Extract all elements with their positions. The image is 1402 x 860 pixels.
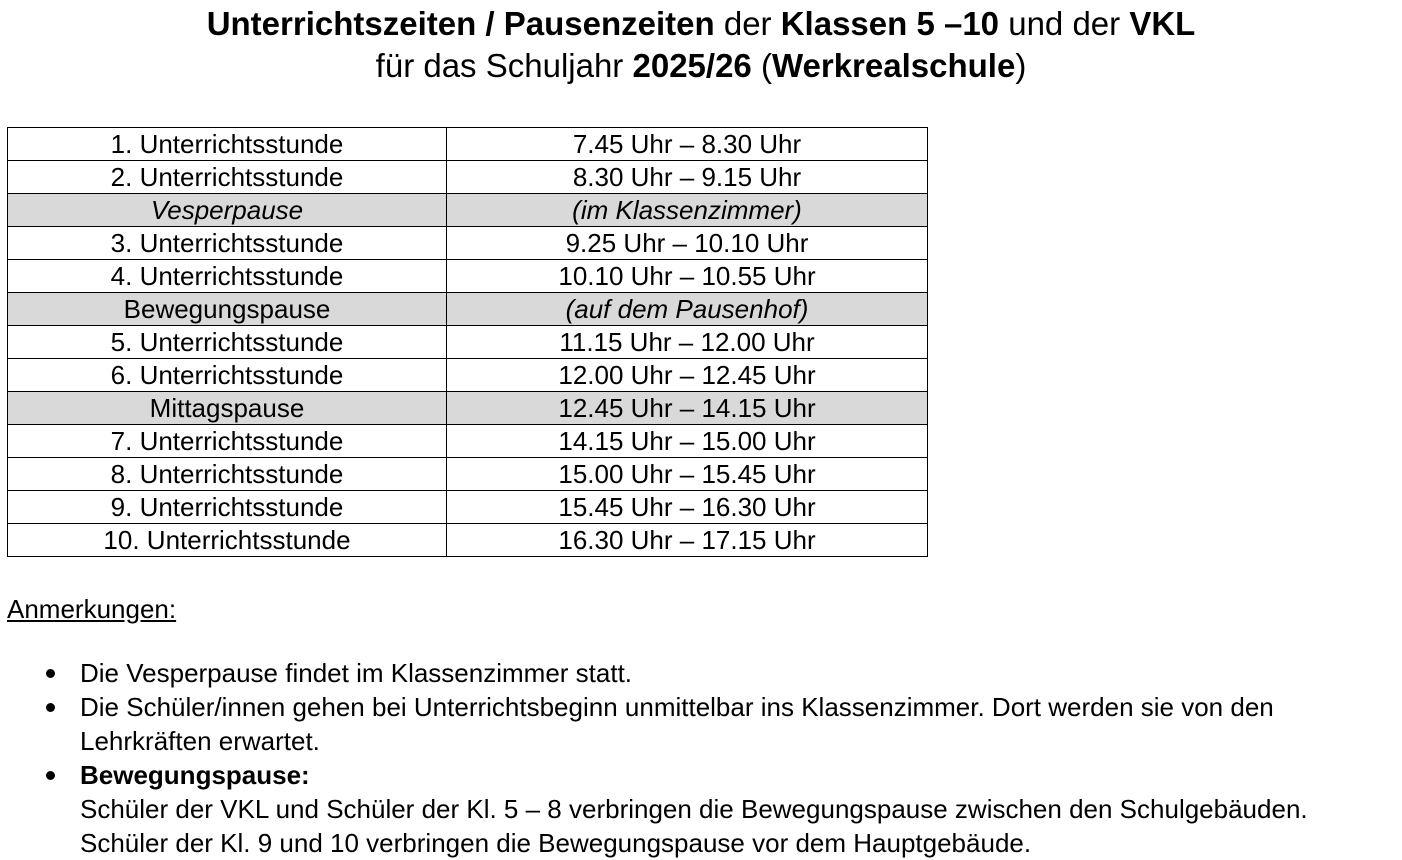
table-row <box>8 458 928 491</box>
note-text: Die Vesperpause findet im Klassenzimmer statt. <box>80 658 633 688</box>
pause-row <box>8 194 928 227</box>
table-row <box>8 227 928 260</box>
pause-label: Mittagspause <box>8 392 447 425</box>
table-row <box>8 425 928 458</box>
table-row <box>8 128 928 161</box>
list-item <box>0 656 1400 690</box>
bullet-icon <box>46 669 55 678</box>
schedule-table <box>7 127 928 557</box>
notes-list <box>0 656 1400 860</box>
title-part: ( <box>751 47 772 84</box>
period-label: 10. Unterrichtsstunde <box>8 524 447 557</box>
period-label: 3. Unterrichtsstunde <box>8 227 447 260</box>
table-row <box>8 161 928 194</box>
note-text: Schüler der VKL und Schüler der Kl. 5 – 8 verbringen die Bewegungspause zwischen den Schulgebäuden. <box>80 794 1308 824</box>
note-text: Lehrkräften erwartet. <box>80 726 320 756</box>
title-part: und der <box>999 5 1130 42</box>
pause-time: (im Klassenzimmer) <box>447 194 928 227</box>
period-label: 6. Unterrichtsstunde <box>8 359 447 392</box>
period-label: 5. Unterrichtsstunde <box>8 326 447 359</box>
pause-label: Bewegungspause <box>8 293 447 326</box>
table-row <box>8 491 928 524</box>
pause-label: Vesperpause <box>8 194 447 227</box>
period-label: 8. Unterrichtsstunde <box>8 458 447 491</box>
title-part: 2025/26 <box>632 47 752 84</box>
note-text: Die Schüler/innen gehen bei Unterrichtsbeginn unmittelbar ins Klassenzimmer. Dort werden sie von den <box>80 692 1274 722</box>
document-title-line-1 <box>0 4 1402 44</box>
table-row <box>8 524 928 557</box>
pause-row <box>8 392 928 425</box>
period-time: 16.30 Uhr – 17.15 Uhr <box>447 524 928 557</box>
title-part: Werkrealschule <box>771 47 1016 84</box>
period-time: 15.45 Uhr – 16.30 Uhr <box>447 491 928 524</box>
period-label: 7. Unterrichtsstunde <box>8 425 447 458</box>
pause-time: (auf dem Pausenhof) <box>447 293 928 326</box>
notes-heading: Anmerkungen: <box>7 594 177 624</box>
title-part: für das Schuljahr <box>375 47 633 84</box>
period-time: 14.15 Uhr – 15.00 Uhr <box>447 425 928 458</box>
period-time: 7.45 Uhr – 8.30 Uhr <box>447 128 928 161</box>
title-part: der <box>714 5 781 42</box>
note-text: Schüler der Kl. 9 und 10 verbringen die Bewegungspause vor dem Hauptgebäude. <box>80 828 1032 858</box>
list-item <box>0 690 1400 758</box>
period-label: 1. Unterrichtsstunde <box>8 128 447 161</box>
period-time: 9.25 Uhr – 10.10 Uhr <box>447 227 928 260</box>
period-label: 2. Unterrichtsstunde <box>8 161 447 194</box>
pause-row <box>8 293 928 326</box>
title-part: VKL <box>1129 5 1196 42</box>
table-row <box>8 260 928 293</box>
period-label: 4. Unterrichtsstunde <box>8 260 447 293</box>
table-row <box>8 326 928 359</box>
document-title-line-2 <box>0 46 1402 86</box>
note-heading: Bewegungspause: <box>80 760 310 790</box>
period-time: 11.15 Uhr – 12.00 Uhr <box>447 326 928 359</box>
title-part: ) <box>1015 47 1027 84</box>
period-time: 10.10 Uhr – 10.55 Uhr <box>447 260 928 293</box>
list-item <box>0 758 1400 860</box>
bullet-icon <box>46 771 55 780</box>
period-time: 12.00 Uhr – 12.45 Uhr <box>447 359 928 392</box>
period-time: 8.30 Uhr – 9.15 Uhr <box>447 161 928 194</box>
pause-time: 12.45 Uhr – 14.15 Uhr <box>447 392 928 425</box>
period-time: 15.00 Uhr – 15.45 Uhr <box>447 458 928 491</box>
bullet-icon <box>46 703 55 712</box>
table-row <box>8 359 928 392</box>
title-part: Unterrichtszeiten / Pausenzeiten <box>206 5 715 42</box>
title-part: Klassen 5 –10 <box>780 5 1000 42</box>
period-label: 9. Unterrichtsstunde <box>8 491 447 524</box>
